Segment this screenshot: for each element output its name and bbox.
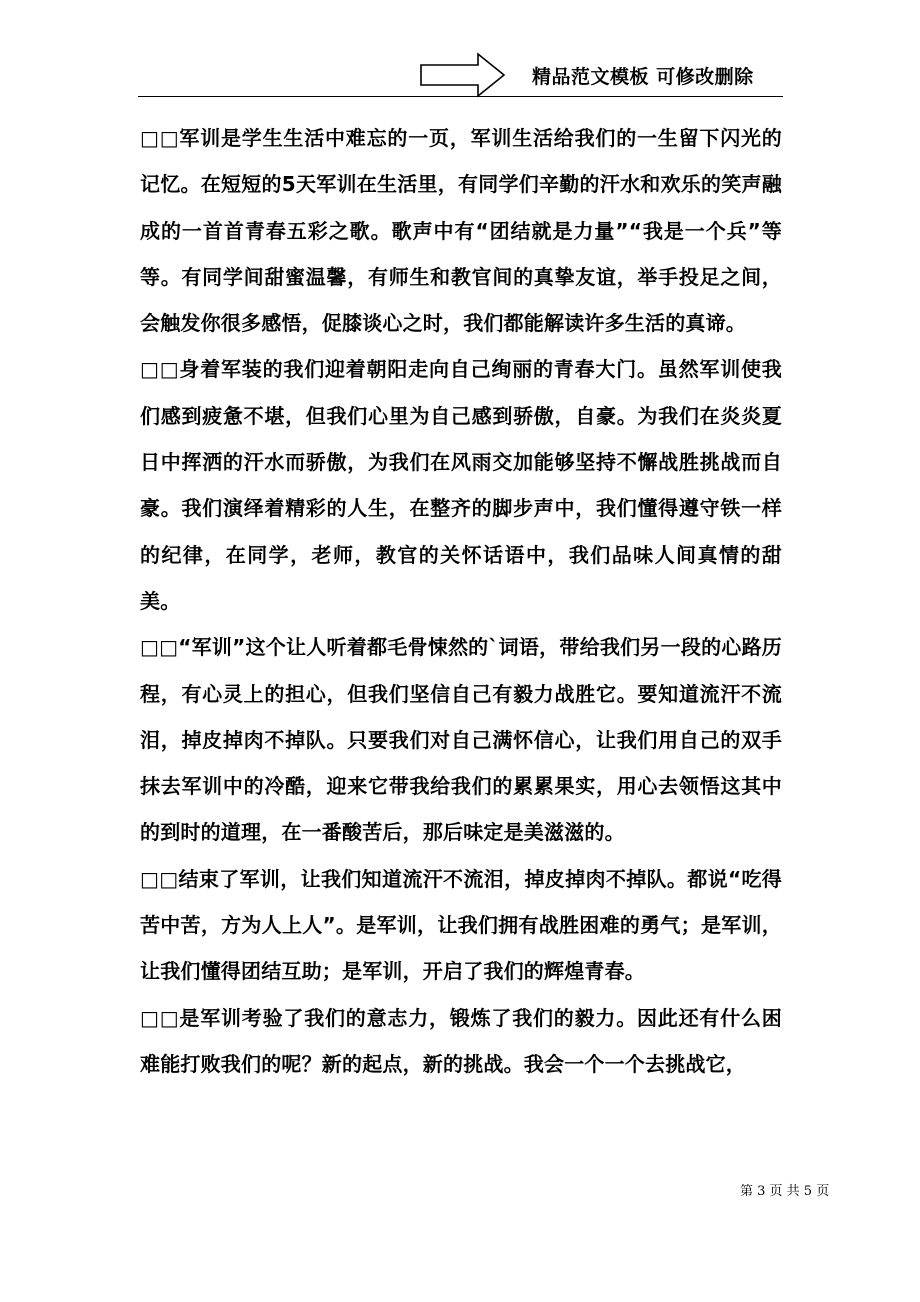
arrow-icon	[420, 52, 506, 98]
header-title: 精品范文模板 可修改删除	[532, 66, 754, 88]
paragraph: □□结束了军训，让我们知道流汗不流泪，掉皮掉肉不掉队。都说“吃得苦中苦，方为人上人”。是军训，让我们拥有战胜困难的勇气；是军训，让我们懂得团结互助；是军训，开启了我们的辉煌青春。	[140, 866, 782, 984]
paragraph: □□“军训”这个让人听着都毛骨悚然的`词语，带给我们另一段的心路历程，有心灵上的担心，但我们坚信自己有毅力战胜它。要知道流汗不流泪，掉皮掉肉不掉队。只要我们对自己满怀信心，让我们用自己的双手抹去军训中的冷酷，迎来它带我给我们的累累果实，用心去领悟这其中的到时的道理，在一番酸苦后，那后味定是美滋滋的。	[140, 635, 782, 845]
paragraph: □□军训是学生生活中难忘的一页，军训生活给我们的一生留下闪光的记忆。在短短的5天军训在生活里，有同学们辛勤的汗水和欢乐的笑声融成的一首首青春五彩之歌。歌声中有“团结就是力量”“我是一个兵”等等。有同学间甜蜜温馨，有师生和教官间的真挚友谊，举手投足之间，会触发你很多感悟，促膝谈心之时，我们都能解读许多生活的真谛。	[140, 126, 782, 336]
paragraph: □□是军训考验了我们的意志力，锻炼了我们的毅力。因此还有什么困难能打败我们的呢？新的起点，新的挑战。我会一个一个去挑战它，	[140, 1005, 782, 1076]
header-divider	[138, 96, 783, 97]
document-body	[140, 115, 782, 1087]
page-number: 第 3 页 共 5 页	[740, 1184, 830, 1199]
paragraph: □□身着军装的我们迎着朝阳走向自己绚丽的青春大门。虽然军训使我们感到疲惫不堪，但我们心里为自己感到骄傲，自豪。为我们在炎炎夏日中挥洒的汗水而骄傲，为我们在风雨交加能够坚持不懈战胜挑战而自豪。我们演绎着精彩的人生，在整齐的脚步声中，我们懂得遵守铁一样的纪律，在同学，老师，教官的关怀话语中，我们品味人间真情的甜美。	[140, 357, 782, 613]
